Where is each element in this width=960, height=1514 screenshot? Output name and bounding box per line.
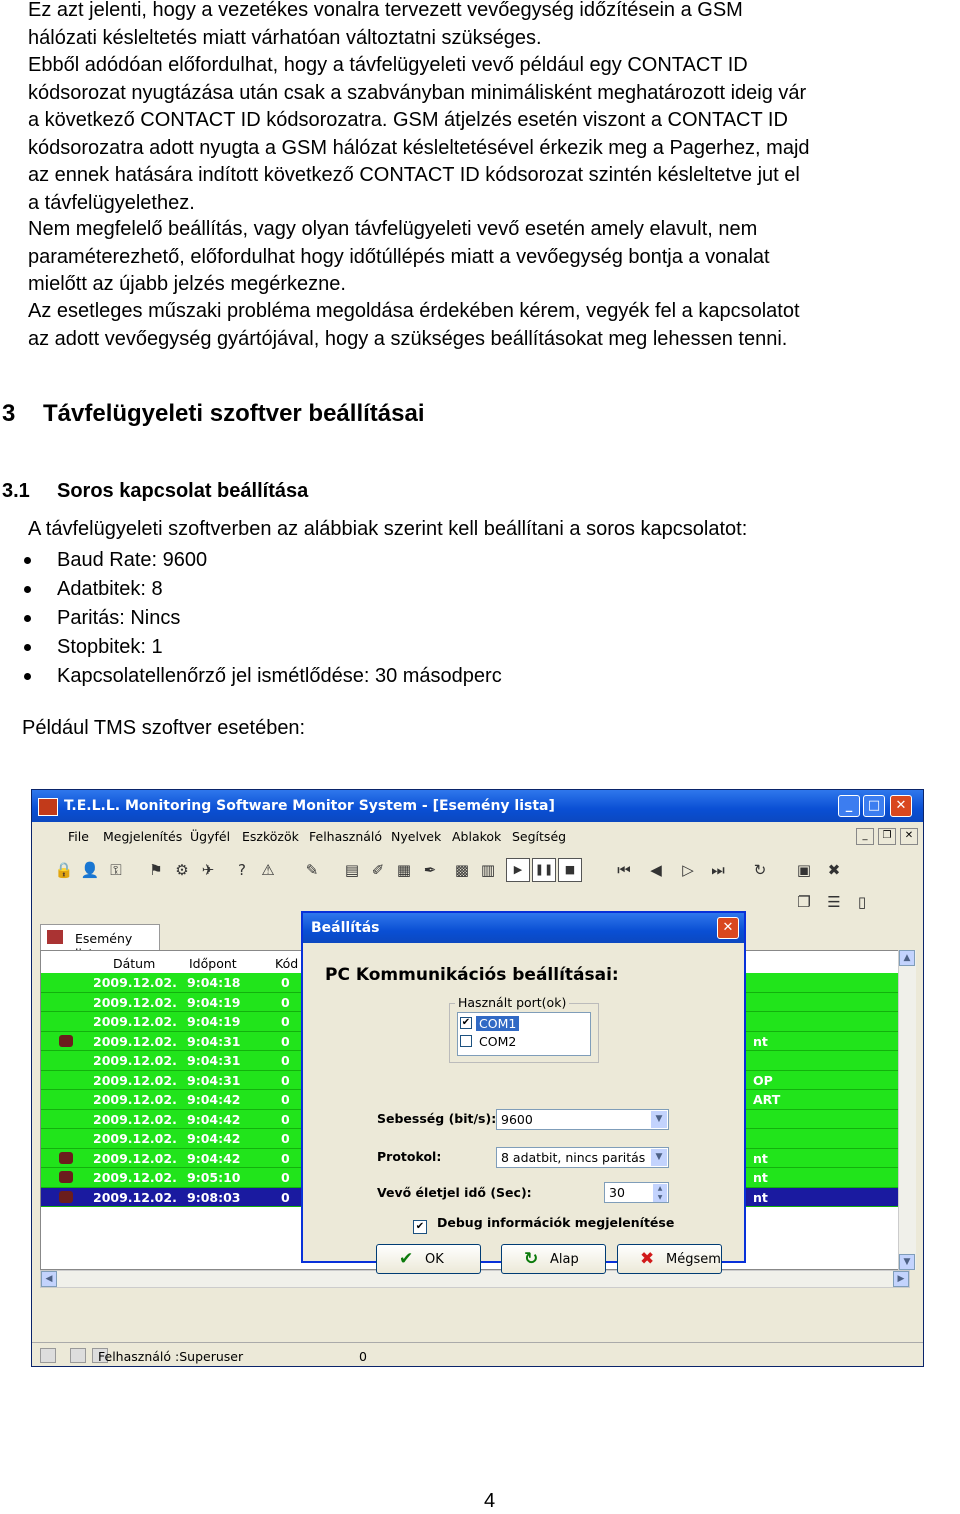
heartbeat-value: 30	[609, 1185, 625, 1200]
row-time: 9:05:10	[187, 1170, 241, 1185]
cascade-icon[interactable]: ❐	[797, 893, 811, 911]
status-user: Felhasználó :Superuser	[98, 1349, 244, 1364]
refresh-icon[interactable]: ↻	[753, 861, 767, 879]
ok-button[interactable]	[376, 1244, 481, 1274]
export-icon[interactable]: ▣	[796, 861, 812, 879]
subsection-heading	[2, 480, 308, 503]
row-time: 9:04:31	[187, 1033, 241, 1049]
column-time[interactable]: Időpont	[189, 956, 237, 971]
row-date: 2009.12.02.	[93, 1053, 177, 1068]
row-type: nt	[753, 1189, 768, 1205]
cancel-icon: ✖	[640, 1249, 655, 1269]
dialog-titlebar	[303, 913, 744, 943]
increment-icon[interactable]: ▲	[653, 1184, 667, 1193]
list-item	[0, 633, 502, 662]
stop-icon[interactable]: ■	[558, 858, 582, 882]
prev-icon[interactable]: ◀	[650, 861, 662, 879]
tile-horizontal-icon[interactable]: ☰	[827, 893, 841, 911]
row-code: 0	[281, 975, 290, 990]
lock-icon[interactable]: 🔒	[54, 861, 74, 879]
row-time: 9:04:42	[187, 1092, 241, 1107]
cancel-label: Mégsem	[666, 1252, 721, 1267]
menu-view[interactable]: Megjelenítés	[103, 829, 183, 844]
close-button[interactable]: ✕	[890, 795, 912, 817]
list-item-text: Baud Rate: 9600	[57, 549, 208, 571]
table-icon[interactable]: ▦	[396, 861, 412, 879]
dialog-close-button[interactable]: ✕	[717, 917, 739, 939]
mdi-restore-button[interactable]: ❐	[878, 828, 896, 845]
dialog-heading: PC Kommunikációs beállításai:	[325, 965, 619, 985]
paragraph-2	[28, 52, 958, 217]
text-line: paraméterezhető, előfordulhat hogy időtúllépés miatt a vevőegység bontja a vonalat	[28, 245, 770, 268]
row-code: 0	[281, 994, 290, 1010]
section-number: 3	[2, 400, 16, 427]
list-item	[0, 662, 502, 691]
row-code: 0	[281, 1033, 290, 1049]
toolbar	[32, 854, 923, 911]
minimize-button[interactable]: _	[838, 795, 860, 817]
status-bar	[32, 1342, 923, 1367]
row-date: 2009.12.02.	[93, 975, 177, 990]
list-item-text: Adatbitek: 8	[57, 578, 163, 600]
speed-select[interactable]	[496, 1109, 669, 1130]
status-icon	[40, 1348, 56, 1363]
last-icon[interactable]: ⏭	[711, 861, 725, 879]
menu-help[interactable]: Segítség	[512, 829, 567, 844]
row-date: 2009.12.02.	[93, 994, 177, 1010]
row-time: 9:04:19	[187, 1014, 241, 1029]
heartbeat-label: Vevő életjel idő (Sec):	[377, 1185, 532, 1200]
row-time: 9:08:03	[187, 1189, 241, 1205]
row-type: nt	[753, 1150, 768, 1166]
settings-dialog	[301, 911, 746, 1269]
scroll-down-button[interactable]: ▼	[899, 1254, 915, 1270]
checkmark-icon: ✔	[399, 1249, 414, 1269]
list-item	[0, 575, 502, 604]
text-line: az ennek hatására indított következő CONTACT ID kódsorozat szintén késleltetve jut el	[28, 164, 800, 186]
grid-icon[interactable]: ▩	[454, 861, 470, 879]
menu-user[interactable]: Felhasználó	[309, 829, 383, 844]
tile-vertical-icon[interactable]: ▯	[857, 893, 867, 911]
list-item-text: Stopbitek: 1	[57, 636, 163, 658]
text-line: kódsorozat nyugtázása után csak a szabványban minimálisként meghatározott ideig vár	[28, 81, 807, 104]
text-line: Nem megfelelő beállítás, vagy olyan távfelügyeleti vevő esetén amely elavult, nem	[28, 218, 758, 240]
row-date: 2009.12.02.	[93, 1111, 177, 1127]
speed-value: 9600	[501, 1112, 533, 1127]
paragraph-4	[28, 298, 958, 353]
tab-label: Esemény	[75, 931, 133, 946]
settings-list	[0, 546, 502, 691]
row-time: 9:04:31	[187, 1072, 241, 1088]
row-date: 2009.12.02.	[93, 1033, 177, 1049]
row-date: 2009.12.02.	[93, 1072, 177, 1088]
menu-languages[interactable]: Nyelvek	[391, 829, 442, 844]
run-icon[interactable]: ✈	[201, 861, 215, 879]
ports-legend: Használt port(ok)	[455, 995, 569, 1010]
client-icon[interactable]: ⚑	[149, 861, 163, 879]
mdi-minimize-button[interactable]: _	[856, 828, 874, 845]
port-label: COM1	[476, 1016, 519, 1031]
alarm-icon	[59, 1035, 73, 1047]
mdi-close-button[interactable]: ✕	[900, 828, 918, 845]
port-label: COM2	[479, 1034, 517, 1049]
default-label: Alap	[550, 1252, 579, 1267]
decrement-icon[interactable]: ▼	[653, 1193, 667, 1202]
menu-file[interactable]: File	[68, 829, 89, 844]
example-caption: Például TMS szoftver esetében:	[22, 717, 306, 739]
column-date[interactable]: Dátum	[113, 956, 156, 971]
tab-event-list[interactable]	[40, 924, 160, 950]
settings-icon[interactable]: ⚙	[175, 861, 189, 879]
row-time: 9:04:42	[187, 1150, 241, 1166]
row-code: 0	[281, 1014, 290, 1029]
section-title: Távfelügyeleti szoftver beállításai	[43, 400, 425, 427]
warning-icon[interactable]: ⚠	[261, 861, 275, 879]
protocol-select[interactable]	[496, 1147, 669, 1168]
row-code: 0	[281, 1092, 290, 1107]
menu-windows[interactable]: Ablakok	[452, 829, 502, 844]
vertical-scrollbar[interactable]	[898, 950, 916, 1270]
row-time: 9:04:42	[187, 1131, 241, 1146]
alarm-icon	[59, 1152, 73, 1164]
app-icon	[38, 798, 58, 816]
status-count: 0	[359, 1349, 367, 1364]
document-icon[interactable]: ▤	[344, 861, 360, 879]
debug-option[interactable]	[413, 1215, 674, 1234]
scroll-right-button[interactable]: ▶	[893, 1271, 909, 1287]
row-date: 2009.12.02.	[93, 1189, 177, 1205]
subsection-title: Soros kapcsolat beállítása	[57, 480, 309, 502]
window-title: T.E.L.L. Monitoring Software Monitor System - [Esemény lista]	[64, 798, 555, 814]
row-date: 2009.12.02.	[93, 1014, 177, 1029]
ok-label: OK	[425, 1252, 444, 1267]
refresh-icon: ↻	[524, 1249, 539, 1269]
text-line: az adott vevőegység gyártójával, hogy a szükséges beállításokat meg lehessen tenni.	[28, 327, 788, 350]
pen-icon[interactable]: ✒	[423, 861, 437, 879]
play-icon[interactable]: ▶	[506, 858, 530, 882]
paragraph-3	[28, 216, 958, 299]
delete-icon[interactable]: ✖	[827, 861, 841, 879]
column-code[interactable]: Kód	[275, 956, 299, 971]
default-button[interactable]	[501, 1244, 606, 1274]
row-type: ART	[753, 1092, 781, 1107]
text-line: Az esetleges műszaki probléma megoldása érdekében kérem, vegyék fel a kapcsolatot	[28, 300, 800, 322]
protocol-label: Protokol:	[377, 1149, 442, 1164]
text-line: hálózati késleltetés miatt várhatóan változtatni szükséges.	[28, 26, 542, 49]
row-code: 0	[281, 1170, 290, 1185]
ports-list	[457, 1012, 591, 1056]
menu-bar	[32, 825, 923, 847]
port-com2-checkbox[interactable]	[460, 1035, 472, 1047]
text-line: Ebből adódóan előfordulhat, hogy a távfelügyeleti vevő például egy CONTACT ID	[28, 54, 748, 76]
alarm-icon	[59, 1191, 73, 1203]
row-code: 0	[281, 1131, 290, 1146]
row-date: 2009.12.02.	[93, 1170, 177, 1185]
protocol-value: 8 adatbit, nincs paritás	[501, 1150, 646, 1165]
list-item	[0, 546, 502, 575]
chart-icon[interactable]: ▥	[480, 861, 496, 879]
edit-icon[interactable]: ✐	[371, 861, 385, 879]
menu-tools[interactable]: Eszközök	[242, 829, 299, 844]
row-code: 0	[281, 1053, 290, 1068]
bullet-icon	[24, 615, 31, 622]
menu-client[interactable]: Ügyfél	[190, 829, 231, 844]
event-list-icon	[47, 930, 63, 944]
help-icon[interactable]: ?	[238, 861, 246, 879]
row-date: 2009.12.02.	[93, 1092, 177, 1107]
pause-icon[interactable]: ❚❚	[532, 858, 556, 882]
speed-label: Sebesség (bit/s):	[377, 1111, 497, 1126]
first-icon[interactable]: ⏮	[617, 861, 631, 879]
chevron-down-icon[interactable]: ▼	[651, 1149, 667, 1166]
bullet-icon	[24, 557, 31, 564]
subsection-number: 3.1	[2, 480, 30, 502]
status-icon	[70, 1348, 86, 1363]
row-type: nt	[753, 1170, 768, 1185]
text-line: kódsorozatra adott nyugta a GSM hálózat késleltetésével érkezik meg a Pagerhez, majd	[28, 136, 810, 159]
text-line: a távfelügyelethez.	[28, 191, 195, 214]
row-type: OP	[753, 1072, 773, 1088]
page-number: 4	[484, 1490, 496, 1512]
heartbeat-stepper[interactable]	[604, 1182, 669, 1203]
row-code: 0	[281, 1111, 290, 1127]
text-line: mielőtt az újabb jelzés megérkezne.	[28, 273, 346, 295]
list-item-text: Kapcsolatellenőrző jel ismétlődése: 30 másodperc	[57, 665, 502, 687]
text-line: Ez azt jelenti, hogy a vezetékes vonalra tervezett vevőegység időzítésein a GSM	[28, 0, 743, 21]
tms-screenshot	[31, 789, 924, 1367]
row-code: 0	[281, 1189, 290, 1205]
window-titlebar	[32, 790, 923, 822]
row-date: 2009.12.02.	[93, 1150, 177, 1166]
row-code: 0	[281, 1072, 290, 1088]
row-time: 9:04:18	[187, 975, 241, 990]
row-code: 0	[281, 1150, 290, 1166]
debug-checkbox[interactable]: ✔	[413, 1220, 427, 1234]
cancel-button[interactable]	[617, 1244, 722, 1274]
section-heading	[2, 400, 424, 428]
scroll-left-button[interactable]: ◀	[41, 1271, 57, 1287]
tools-icon[interactable]: ✎	[305, 861, 319, 879]
paragraph-1	[28, 0, 958, 52]
next-icon[interactable]: ▷	[682, 861, 694, 879]
key-icon[interactable]: ⚿	[110, 861, 122, 879]
maximize-button[interactable]: □	[863, 795, 885, 817]
row-type: nt	[753, 1033, 768, 1049]
chevron-down-icon[interactable]: ▼	[651, 1111, 667, 1128]
dialog-title: Beállítás	[311, 920, 380, 936]
text-line: a következő CONTACT ID kódsorozatra. GSM átjelzés esetén viszont a CONTACT ID	[28, 109, 788, 131]
row-time: 9:04:31	[187, 1053, 241, 1068]
bullet-icon	[24, 586, 31, 593]
debug-label: Debug információk megjelenítése	[437, 1215, 675, 1230]
user-icon[interactable]: 👤	[80, 861, 100, 879]
ports-group	[449, 995, 599, 1063]
row-time: 9:04:42	[187, 1111, 241, 1127]
intro-text: A távfelügyeleti szoftverben az alábbiak szerint kell beállítani a soros kapcsolatot:	[28, 518, 748, 540]
port-com1-checkbox[interactable]: ✔	[461, 1017, 471, 1028]
alarm-icon	[59, 1171, 73, 1183]
bullet-icon	[24, 673, 31, 680]
list-item	[0, 604, 502, 633]
row-date: 2009.12.02.	[93, 1131, 177, 1146]
scroll-up-button[interactable]: ▲	[899, 950, 915, 966]
bullet-icon	[24, 644, 31, 651]
list-item-text: Paritás: Nincs	[57, 607, 181, 629]
row-time: 9:04:19	[187, 994, 241, 1010]
